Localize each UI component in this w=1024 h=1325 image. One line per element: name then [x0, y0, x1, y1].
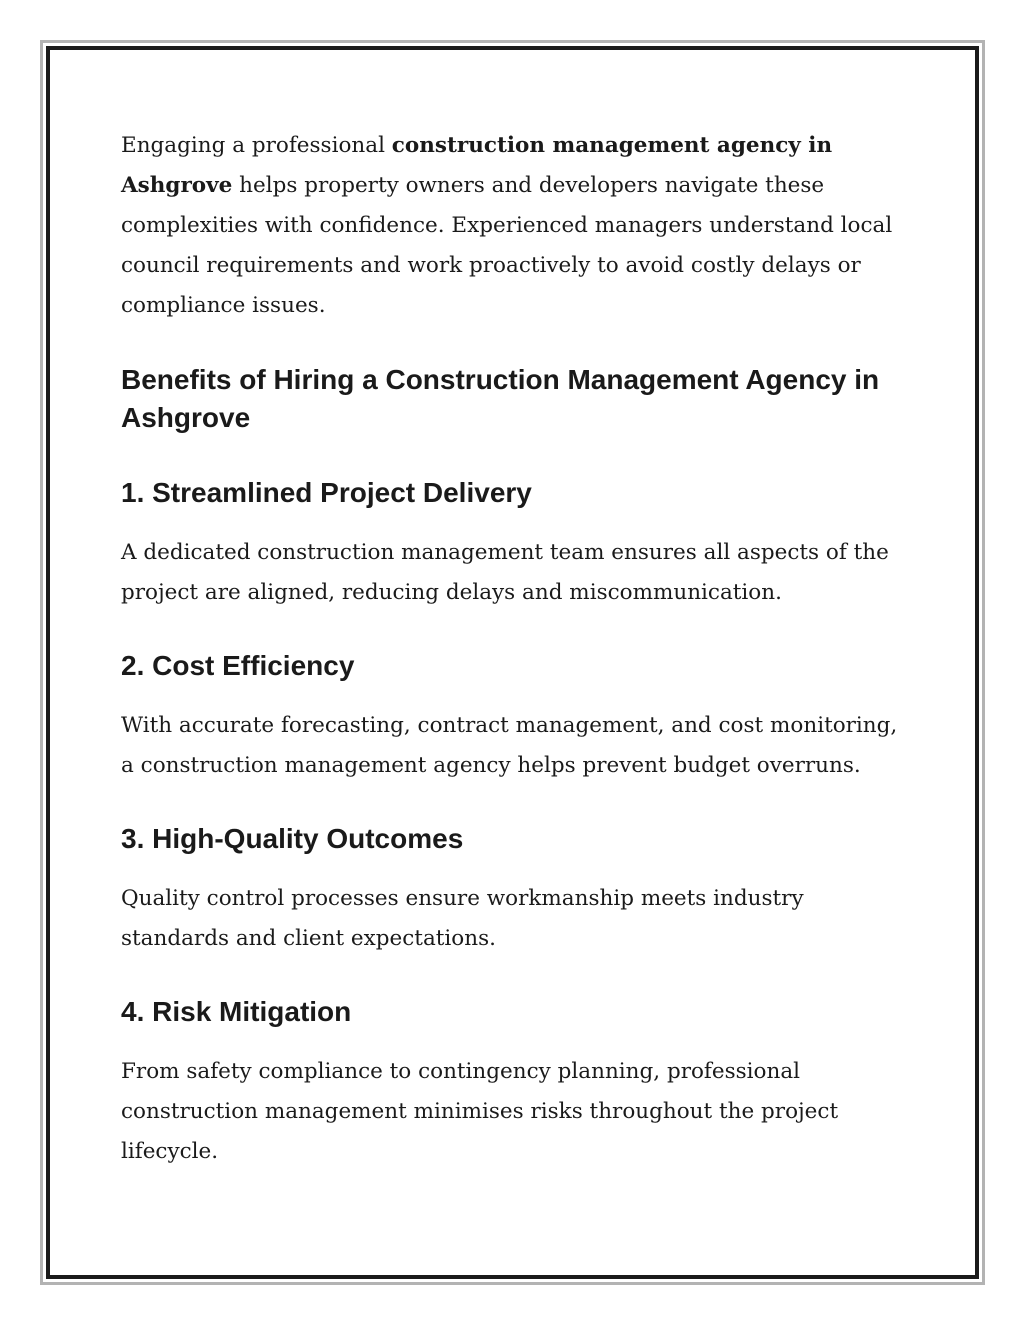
section-title-4: 4. Risk Mitigation — [121, 996, 352, 1027]
section-title-1: 1. Streamlined Project Delivery — [121, 477, 532, 508]
section-title-3: 3. High-Quality Outcomes — [121, 823, 464, 854]
intro-text-before: Engaging a professional — [121, 133, 392, 158]
section-body-3: Quality control processes ensure workmanship meets industry standards and client expectations. — [121, 886, 804, 951]
intro-paragraph — [121, 126, 911, 326]
intro-text-after: helps property owners and developers navigate these complexities with confidence. Experienced managers understand local council requirements and work proactively to avoid costly delays or compliance issues. — [121, 173, 893, 318]
section-body-2: With accurate forecasting, contract management, and cost monitoring, a construction management agency helps prevent budget overruns. — [121, 713, 898, 778]
document-content — [121, 126, 911, 1172]
section-body-1: A dedicated construction management team ensures all aspects of the project are aligned, reducing delays and miscommunication. — [121, 540, 889, 605]
intro-bold-phrase: construction management agency in Ashgrove — [121, 133, 833, 198]
section-body-4: From safety compliance to contingency planning, professional construction management minimises risks throughout the project lifecycle. — [121, 1059, 839, 1164]
section-title-2: 2. Cost Efficiency — [121, 650, 355, 681]
benefits-heading: Benefits of Hiring a Construction Management Agency in Ashgrove — [121, 364, 880, 433]
